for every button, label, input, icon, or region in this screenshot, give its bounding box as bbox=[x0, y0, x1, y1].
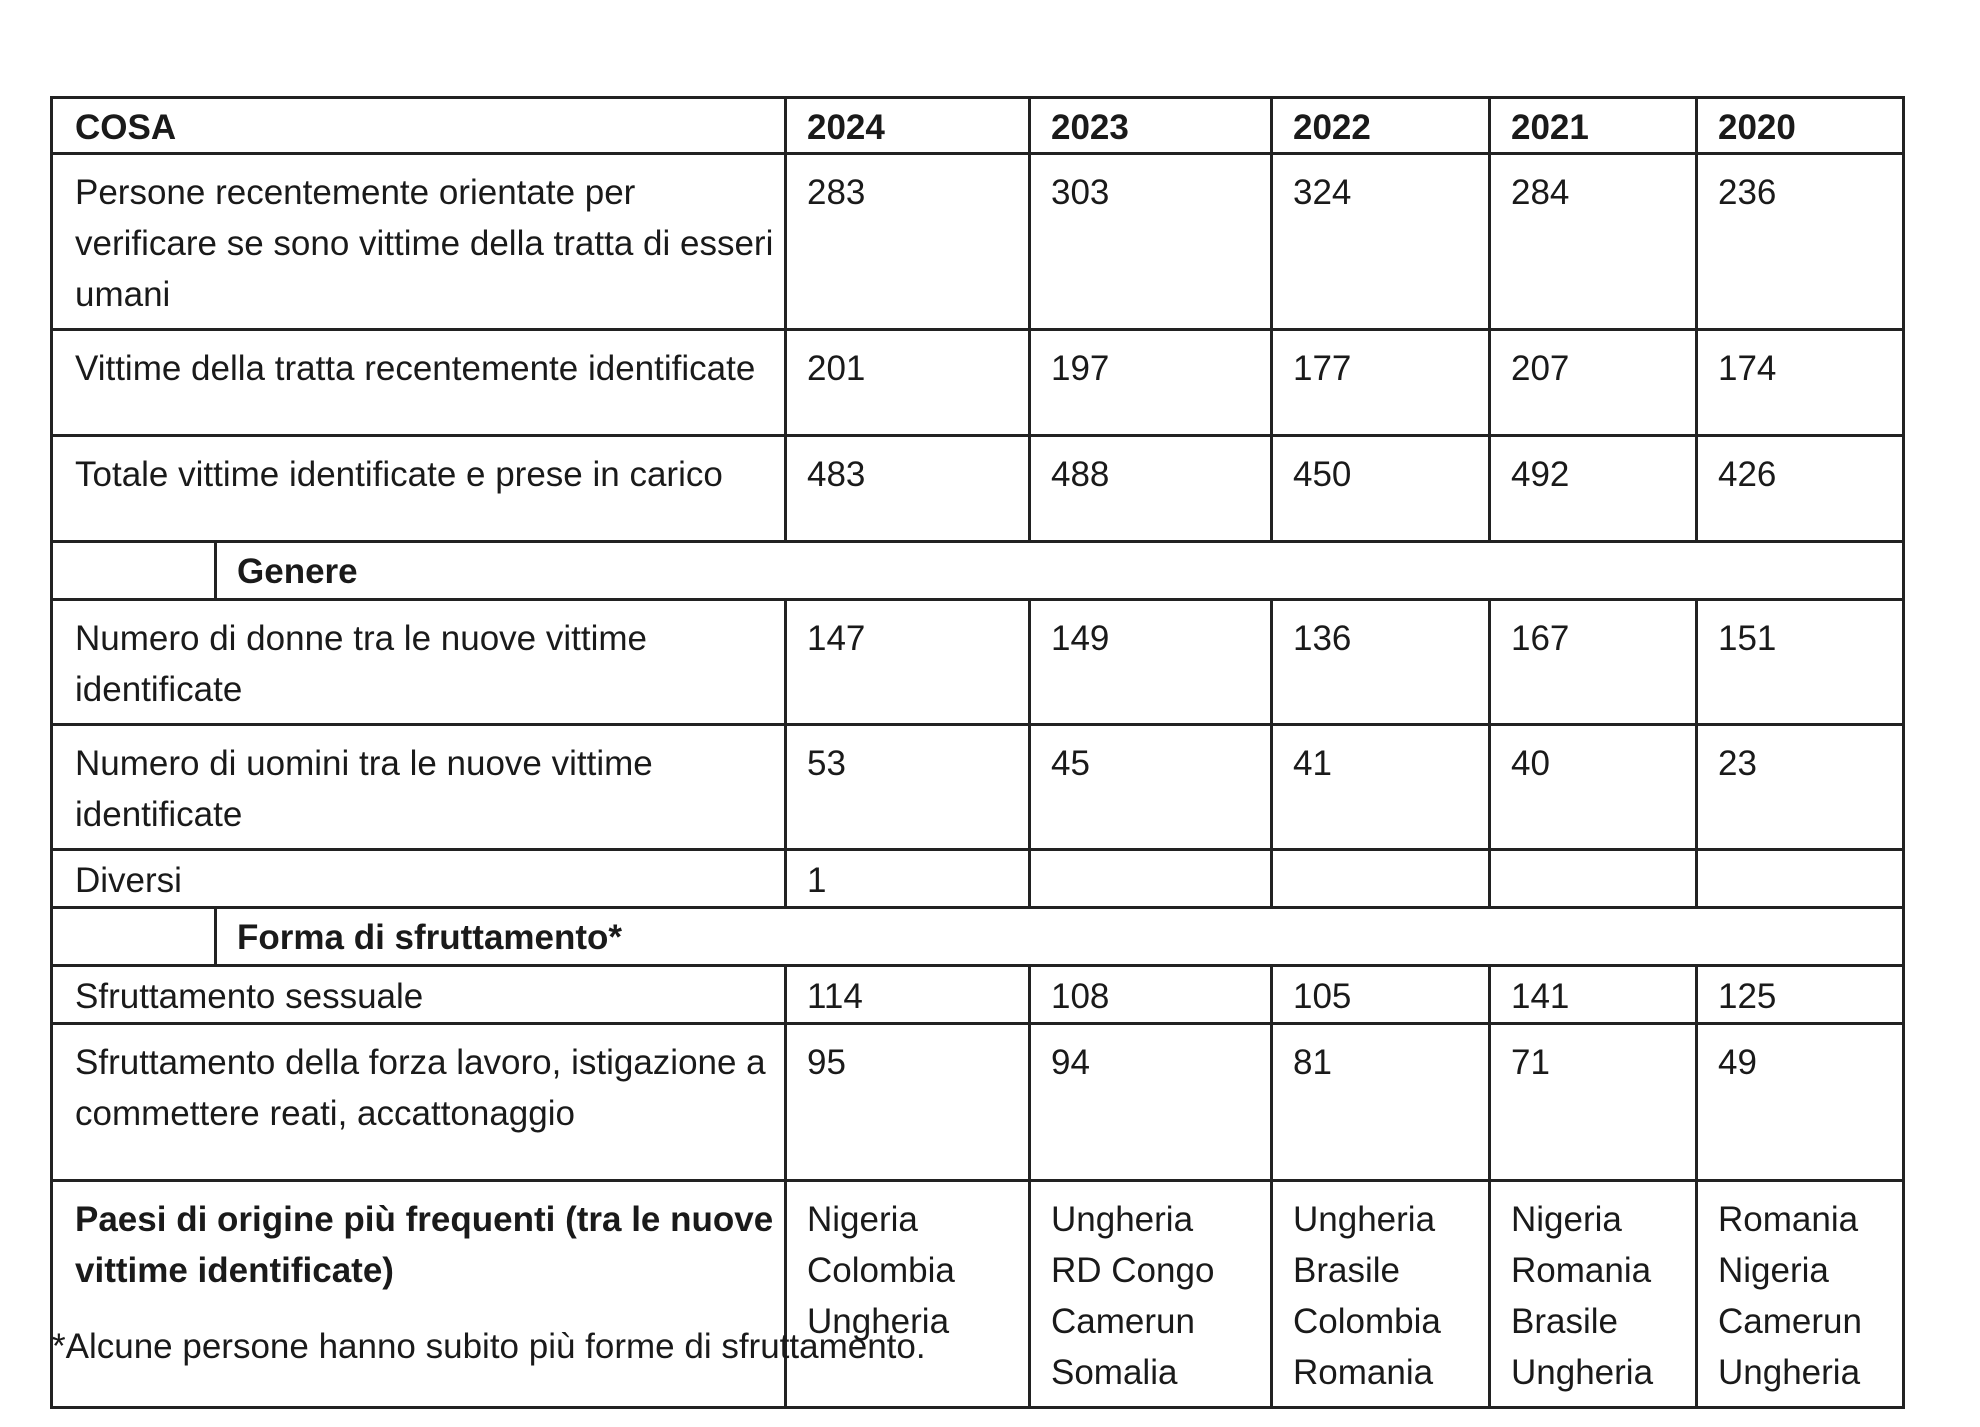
cell-sexual-2020: 125 bbox=[1697, 966, 1904, 1024]
cell-men-2023: 45 bbox=[1030, 725, 1272, 850]
row-label-diverse: Diversi bbox=[52, 850, 786, 908]
country-name: Ungheria bbox=[1718, 1353, 1861, 1392]
cell-sexual-2021: 141 bbox=[1490, 966, 1697, 1024]
cell-oriented-2023: 303 bbox=[1030, 154, 1272, 330]
cell-oriented-2024: 283 bbox=[786, 154, 1030, 330]
row-label-labour: Sfruttamento della forza lavoro, istigazione a commettere reati, accattonaggio bbox=[52, 1024, 786, 1181]
cell-sexual-2022: 105 bbox=[1272, 966, 1490, 1024]
table-row-sexual bbox=[52, 966, 1904, 1024]
row-label-oriented: Persone recentemente orientate per verificare se sono vittime della tratta di esseri umani bbox=[52, 154, 786, 330]
year-header-2020: 2020 bbox=[1697, 98, 1904, 154]
table-row-origin bbox=[52, 1181, 1904, 1408]
cell-diverse-2020 bbox=[1697, 850, 1904, 908]
year-header-2021: 2021 bbox=[1490, 98, 1697, 154]
cell-origin-2023 bbox=[1030, 1181, 1272, 1408]
year-header-2023: 2023 bbox=[1030, 98, 1272, 154]
section-row-exploitation bbox=[52, 908, 1904, 966]
cell-diverse-2022 bbox=[1272, 850, 1490, 908]
statistics-table bbox=[50, 96, 1905, 1409]
section-spacer bbox=[52, 908, 216, 966]
country-name: Colombia bbox=[807, 1251, 955, 1290]
country-name: Romania bbox=[1511, 1251, 1652, 1290]
statistics-table-container bbox=[50, 96, 1902, 1409]
cell-sexual-2023: 108 bbox=[1030, 966, 1272, 1024]
cell-men-2021: 40 bbox=[1490, 725, 1697, 850]
country-name: Nigeria bbox=[1718, 1251, 1829, 1290]
row-label-identified: Vittime della tratta recentemente identificate bbox=[52, 330, 786, 436]
cell-total-2020: 426 bbox=[1697, 436, 1904, 542]
cell-labour-2022: 81 bbox=[1272, 1024, 1490, 1181]
year-header-2022: 2022 bbox=[1272, 98, 1490, 154]
country-name: Brasile bbox=[1293, 1251, 1400, 1290]
country-name: Ungheria bbox=[1051, 1200, 1194, 1239]
year-header-2024: 2024 bbox=[786, 98, 1030, 154]
cell-diverse-2024: 1 bbox=[786, 850, 1030, 908]
table-row-men bbox=[52, 725, 1904, 850]
cell-women-2024: 147 bbox=[786, 600, 1030, 725]
country-name: RD Congo bbox=[1051, 1251, 1215, 1290]
country-name: Ungheria bbox=[807, 1302, 950, 1341]
row-label-total: Totale vittime identificate e prese in carico bbox=[52, 436, 786, 542]
cell-total-2023: 488 bbox=[1030, 436, 1272, 542]
country-name: Ungheria bbox=[1511, 1353, 1654, 1392]
cell-labour-2020: 49 bbox=[1697, 1024, 1904, 1181]
cell-oriented-2022: 324 bbox=[1272, 154, 1490, 330]
table-row-diverse bbox=[52, 850, 1904, 908]
country-name: Colombia bbox=[1293, 1302, 1441, 1341]
table-row-labour bbox=[52, 1024, 1904, 1181]
cell-labour-2021: 71 bbox=[1490, 1024, 1697, 1181]
cell-men-2020: 23 bbox=[1697, 725, 1904, 850]
cell-total-2021: 492 bbox=[1490, 436, 1697, 542]
cell-women-2022: 136 bbox=[1272, 600, 1490, 725]
cell-identified-2024: 201 bbox=[786, 330, 1030, 436]
cell-origin-2020 bbox=[1697, 1181, 1904, 1408]
section-spacer bbox=[52, 542, 216, 600]
cell-sexual-2024: 114 bbox=[786, 966, 1030, 1024]
cell-women-2020: 151 bbox=[1697, 600, 1904, 725]
cell-men-2024: 53 bbox=[786, 725, 1030, 850]
country-name: Somalia bbox=[1051, 1353, 1178, 1392]
table-row-oriented bbox=[52, 154, 1904, 330]
cell-total-2022: 450 bbox=[1272, 436, 1490, 542]
row-label-sexual: Sfruttamento sessuale bbox=[52, 966, 786, 1024]
section-title-gender: Genere bbox=[216, 542, 1904, 600]
cell-identified-2023: 197 bbox=[1030, 330, 1272, 436]
table-row-women bbox=[52, 600, 1904, 725]
cell-origin-2022 bbox=[1272, 1181, 1490, 1408]
section-title-exploitation: Forma di sfruttamento* bbox=[216, 908, 1904, 966]
row-label-women: Numero di donne tra le nuove vittime identificate bbox=[52, 600, 786, 725]
country-name: Camerun bbox=[1718, 1302, 1862, 1341]
cell-identified-2020: 174 bbox=[1697, 330, 1904, 436]
cell-oriented-2020: 236 bbox=[1697, 154, 1904, 330]
cell-origin-2021 bbox=[1490, 1181, 1697, 1408]
country-name: Nigeria bbox=[1511, 1200, 1622, 1239]
cell-women-2021: 167 bbox=[1490, 600, 1697, 725]
cell-men-2022: 41 bbox=[1272, 725, 1490, 850]
cell-total-2024: 483 bbox=[786, 436, 1030, 542]
country-name: Ungheria bbox=[1293, 1200, 1436, 1239]
table-row-total bbox=[52, 436, 1904, 542]
country-name: Nigeria bbox=[807, 1200, 918, 1239]
country-name: Brasile bbox=[1511, 1302, 1618, 1341]
footnote: *Alcune persone hanno subito più forme di sfruttamento. bbox=[52, 1327, 926, 1366]
cell-labour-2024: 95 bbox=[786, 1024, 1030, 1181]
header-row bbox=[52, 98, 1904, 154]
cell-identified-2021: 207 bbox=[1490, 330, 1697, 436]
cell-women-2023: 149 bbox=[1030, 600, 1272, 725]
country-name: Camerun bbox=[1051, 1302, 1195, 1341]
cell-identified-2022: 177 bbox=[1272, 330, 1490, 436]
cell-diverse-2023 bbox=[1030, 850, 1272, 908]
cell-labour-2023: 94 bbox=[1030, 1024, 1272, 1181]
country-name: Romania bbox=[1718, 1200, 1859, 1239]
table-row-identified bbox=[52, 330, 1904, 436]
country-name: Romania bbox=[1293, 1353, 1434, 1392]
section-row-gender bbox=[52, 542, 1904, 600]
row-label-origin: Paesi di origine più frequenti (tra le nuove vittime identificate) bbox=[52, 1181, 786, 1408]
cell-origin-2024 bbox=[786, 1181, 1030, 1408]
header-label: COSA bbox=[52, 98, 786, 154]
cell-oriented-2021: 284 bbox=[1490, 154, 1697, 330]
cell-diverse-2021 bbox=[1490, 850, 1697, 908]
row-label-men: Numero di uomini tra le nuove vittime identificate bbox=[52, 725, 786, 850]
